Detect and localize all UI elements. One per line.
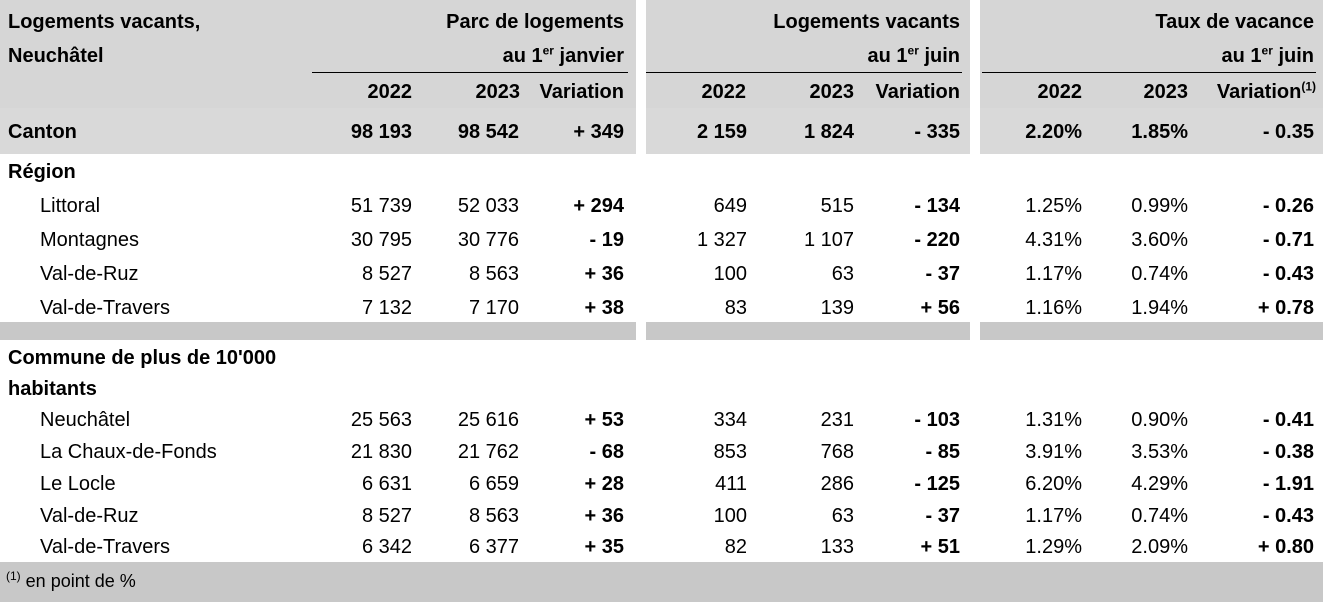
table-cell: 515 — [820, 195, 854, 217]
group-subtitle: au 1er janvier — [502, 43, 624, 67]
row-label: Neuchâtel — [40, 409, 131, 431]
table-cell: + 36 — [584, 505, 624, 527]
table-cell: 1.85% — [1131, 121, 1188, 143]
table-cell: 1.17% — [1025, 505, 1082, 527]
table-cell: 30 795 — [350, 229, 412, 251]
row-label: Littoral — [40, 195, 101, 217]
table-cell: 8 527 — [361, 505, 412, 527]
group-title: Logements vacants — [773, 11, 960, 33]
table-cell: + 36 — [584, 263, 624, 285]
table-cell: 286 — [820, 473, 854, 495]
table-cell: - 0.35 — [1262, 121, 1314, 143]
table-cell: 4.29% — [1131, 473, 1188, 495]
section-separator — [0, 322, 1323, 340]
section-title-region: Région — [8, 161, 76, 183]
group-subtitle: au 1er juin — [1221, 43, 1314, 67]
table-cell: - 125 — [914, 473, 960, 495]
column-header: 2022 — [367, 81, 412, 103]
header-rule — [312, 72, 628, 73]
column-header: 2022 — [701, 81, 746, 103]
row-label: Le Locle — [40, 473, 116, 495]
table-cell: 139 — [820, 297, 854, 319]
table-cell: 51 739 — [350, 195, 412, 217]
header-rule — [982, 72, 1316, 73]
table-cell: + 53 — [584, 409, 624, 431]
table-cell: - 134 — [914, 195, 960, 217]
group-title: Parc de logements — [446, 11, 624, 33]
table-cell: - 0.41 — [1262, 409, 1314, 431]
table-cell: + 38 — [584, 297, 624, 319]
table-cell: 0.74% — [1131, 505, 1188, 527]
footnote: $^{(1)}$ en point de % — [6, 569, 136, 591]
table-cell: 8 527 — [361, 263, 412, 285]
table-cell: 7 132 — [361, 297, 412, 319]
column-header: Variation — [539, 81, 624, 103]
table-cell: 649 — [713, 195, 747, 217]
table-cell: 21 830 — [350, 441, 412, 463]
table-cell: 83 — [724, 297, 747, 319]
row-label: Montagnes — [40, 229, 139, 251]
table-cell: 1.16% — [1025, 297, 1082, 319]
table-cell: - 0.26 — [1262, 195, 1314, 217]
section-title-communes-line1: Commune de plus de 10'000 — [8, 347, 277, 369]
table-cell: 21 762 — [457, 441, 519, 463]
table-cell: 1.29% — [1025, 536, 1082, 558]
table-cell: 6 377 — [468, 536, 519, 558]
table-cell: 25 616 — [457, 409, 519, 431]
table-cell: - 85 — [925, 441, 960, 463]
table-cell: 6 659 — [468, 473, 519, 495]
table-cell: 30 776 — [457, 229, 519, 251]
table-cell: - 0.71 — [1262, 229, 1314, 251]
column-gap — [970, 0, 980, 562]
table-cell: - 1.91 — [1262, 473, 1314, 495]
group-title: Taux de vacance — [1155, 11, 1314, 33]
table-cell: - 19 — [589, 229, 624, 251]
column-header: Variation$^{(1)}$ — [1216, 79, 1316, 103]
table-cell: 2.09% — [1131, 536, 1188, 558]
table-cell: 334 — [713, 409, 747, 431]
table-cell: + 28 — [584, 473, 624, 495]
table-cell: 0.90% — [1131, 409, 1188, 431]
table-cell: 98 193 — [350, 121, 412, 143]
table-cell: 2 159 — [696, 121, 747, 143]
table-cell: 1.17% — [1025, 263, 1082, 285]
row-label: Val-de-Travers — [40, 297, 171, 319]
table-cell: - 68 — [589, 441, 624, 463]
table-cell: 52 033 — [457, 195, 519, 217]
table-cell: + 0.80 — [1257, 536, 1314, 558]
table-cell: 98 542 — [457, 121, 519, 143]
row-label: Val-de-Travers — [40, 536, 171, 558]
table-cell: - 335 — [914, 121, 960, 143]
table-cell: 1 107 — [803, 229, 854, 251]
table-cell: 1.94% — [1131, 297, 1188, 319]
column-header: 2023 — [475, 81, 520, 103]
table-cell: 7 170 — [468, 297, 519, 319]
table-cell: + 56 — [920, 297, 960, 319]
table-cell: 100 — [713, 505, 747, 527]
table-cell: 8 563 — [468, 263, 519, 285]
table-cell: 100 — [713, 263, 747, 285]
table-cell: 8 563 — [468, 505, 519, 527]
table-cell: 768 — [820, 441, 854, 463]
column-header: 2023 — [1143, 81, 1188, 103]
table-cell: - 220 — [914, 229, 960, 251]
table-cell: 231 — [820, 409, 854, 431]
section-title-communes-line2: habitants — [8, 378, 97, 400]
table-cell: 25 563 — [350, 409, 412, 431]
table-cell: 6 342 — [361, 536, 412, 558]
column-gap — [636, 0, 646, 562]
table-cell: 82 — [724, 536, 747, 558]
table-cell: 853 — [713, 441, 747, 463]
table-cell: - 0.43 — [1262, 263, 1314, 285]
table-cell: 1.31% — [1025, 409, 1082, 431]
table-cell: 411 — [715, 473, 747, 495]
table-cell: 133 — [820, 536, 854, 558]
table-cell: 63 — [831, 505, 854, 527]
table-cell: 1 824 — [803, 121, 854, 143]
row-label: Val-de-Ruz — [40, 263, 139, 285]
table-cell: 63 — [831, 263, 854, 285]
row-label: Val-de-Ruz — [40, 505, 139, 527]
table-cell: 0.74% — [1131, 263, 1188, 285]
table-cell: + 294 — [573, 195, 624, 217]
table-cell: + 51 — [920, 536, 960, 558]
column-header: 2023 — [809, 81, 854, 103]
footnote-band — [0, 562, 1323, 602]
group-subtitle: au 1er juin — [867, 43, 960, 67]
table-cell: + 0.78 — [1257, 297, 1314, 319]
row-label: La Chaux-de-Fonds — [40, 441, 217, 463]
table-cell: - 103 — [914, 409, 960, 431]
table-cell: - 37 — [925, 505, 960, 527]
table-cell: 2.20% — [1025, 121, 1082, 143]
table-cell: 3.91% — [1025, 441, 1082, 463]
table-cell: 0.99% — [1131, 195, 1188, 217]
table-cell: 4.31% — [1025, 229, 1082, 251]
canton-label: Canton — [8, 121, 77, 143]
table-cell: 6 631 — [361, 473, 412, 495]
table-cell: 1 327 — [696, 229, 747, 251]
table-cell: 3.60% — [1131, 229, 1188, 251]
table-cell: - 0.43 — [1262, 505, 1314, 527]
column-header: Variation — [875, 81, 960, 103]
table-title-line1: Logements vacants, — [8, 11, 201, 33]
table-cell: + 349 — [573, 121, 624, 143]
table-cell: - 0.38 — [1262, 441, 1314, 463]
table-cell: + 35 — [584, 536, 624, 558]
header-rule — [646, 72, 962, 73]
table-cell: - 37 — [925, 263, 960, 285]
table-cell: 1.25% — [1025, 195, 1082, 217]
column-header: 2022 — [1037, 81, 1082, 103]
table-cell: 3.53% — [1131, 441, 1188, 463]
table-cell: 6.20% — [1025, 473, 1082, 495]
table-title-line2: Neuchâtel — [8, 45, 104, 67]
